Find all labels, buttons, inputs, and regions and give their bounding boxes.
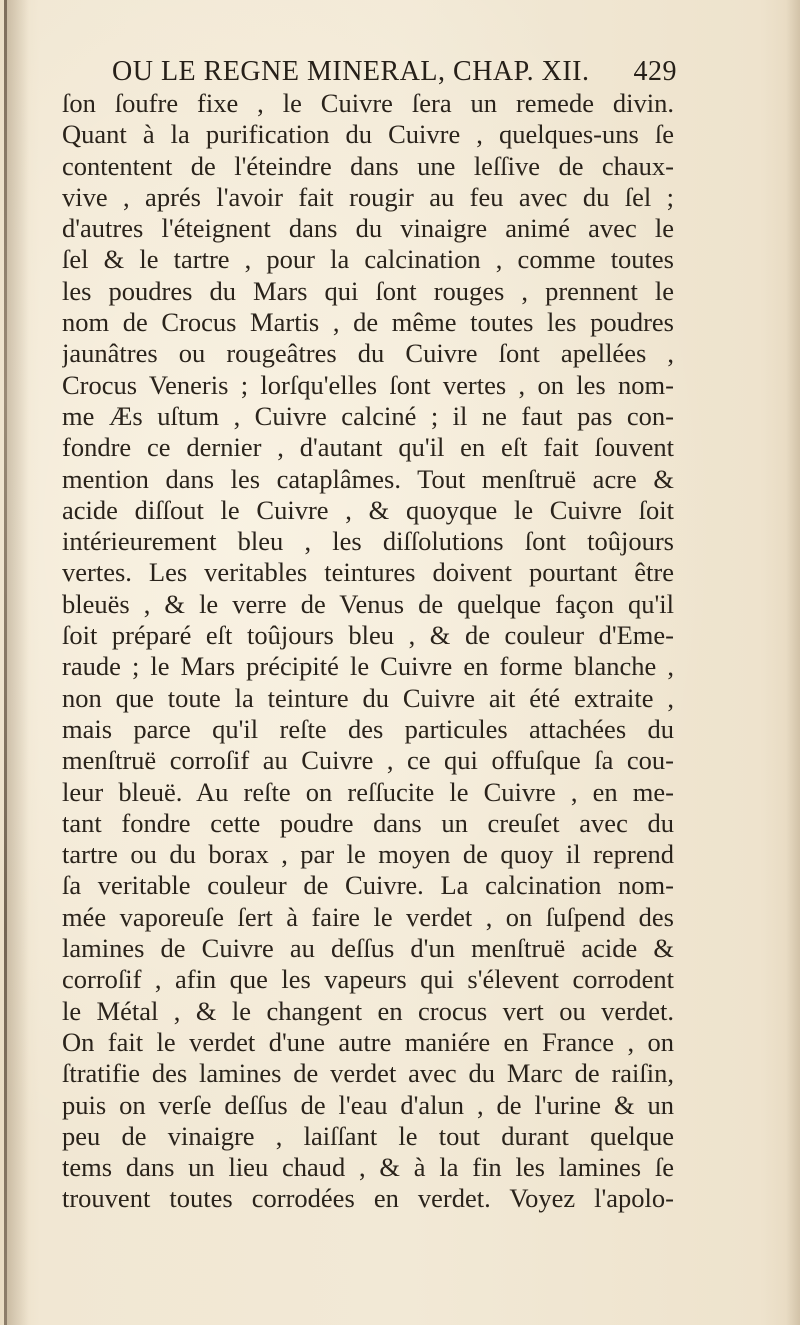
text-line: ſoit préparé eſt toûjours bleu , & de couleur d'Eme- xyxy=(62,620,674,651)
text-line: ſon ſoufre fixe , le Cuivre ſera un remede divin. xyxy=(62,88,674,118)
text-line: contentent de l'éteindre dans une leſſive de chaux- xyxy=(62,150,674,181)
text-line: nom de Crocus Martis , de même toutes les poudres xyxy=(62,307,674,338)
page-number: 429 xyxy=(633,56,677,87)
text-line: tant fondre cette poudre dans un creuſet avec du xyxy=(62,807,674,838)
text-line: lamines de Cuivre au deſſus d'un menſtruë acide & xyxy=(62,933,674,964)
body-text xyxy=(62,88,674,1215)
text-line: trouvent toutes corrodées en verdet. Voyez l'apolo- xyxy=(62,1183,674,1214)
text-line: mention dans les cataplâmes. Tout menſtruë acre & xyxy=(62,463,674,494)
text-line: On fait le verdet d'une autre maniére en France , on xyxy=(62,1026,674,1057)
text-line: leur bleuë. Au reſte on reſſucite le Cuivre , en me- xyxy=(62,776,674,807)
text-line: tems dans un lieu chaud , & à la fin les lamines ſe xyxy=(62,1152,674,1183)
text-line: mais parce qu'il reſte des particules attachées du xyxy=(62,713,674,744)
text-line: corroſif , afin que les vapeurs qui s'élevent corrodent xyxy=(62,964,674,995)
text-line: ſtratifie des lamines de verdet avec du Marc de raiſin, xyxy=(62,1058,674,1089)
text-line: peu de vinaigre , laiſſant le tout durant quelque xyxy=(62,1120,674,1151)
text-line: le Métal , & le changent en crocus vert ou verdet. xyxy=(62,995,674,1026)
text-line: Quant à la purification du Cuivre , quelques-uns ſe xyxy=(62,119,674,150)
text-line: me Æs uſtum , Cuivre calciné ; il ne faut pas con- xyxy=(62,400,674,431)
text-line: ſel & le tartre , pour la calcination , comme toutes xyxy=(62,244,674,275)
text-line: d'autres l'éteignent dans du vinaigre animé avec le xyxy=(62,213,674,244)
text-line: acide diſſout le Cuivre , & quoyque le Cuivre ſoit xyxy=(62,494,674,525)
text-line: ſa veritable couleur de Cuivre. La calcination nom- xyxy=(62,870,674,901)
page-right-edge xyxy=(786,0,800,1325)
text-line: les poudres du Mars qui ſont rouges , prennent le xyxy=(62,275,674,306)
text-line: non que toute la teinture du Cuivre ait été extraite , xyxy=(62,682,674,713)
gutter-shadow xyxy=(7,0,29,1325)
running-title: OU LE REGNE MINERAL, CHAP. XII. xyxy=(112,56,590,87)
text-line: vertes. Les veritables teintures doivent pourtant être xyxy=(62,557,674,588)
text-line: Crocus Veneris ; lorſqu'elles ſont vertes , on les nom- xyxy=(62,369,674,400)
text-line: intérieurement bleu , les diſſolutions ſont toûjours xyxy=(62,526,674,557)
text-line: jaunâtres ou rougeâtres du Cuivre ſont apellées , xyxy=(62,338,674,369)
text-line: bleuës , & le verre de Venus de quelque façon qu'il xyxy=(62,588,674,619)
text-line: raude ; le Mars précipité le Cuivre en forme blanche , xyxy=(62,651,674,682)
text-line: tartre ou du borax , par le moyen de quoy il reprend xyxy=(62,839,674,870)
text-line: mée vaporeuſe ſert à faire le verdet , on ſuſpend des xyxy=(62,901,674,932)
text-line: menſtruë corroſif au Cuivre , ce qui offuſque ſa cou- xyxy=(62,745,674,776)
text-line: puis on verſe deſſus de l'eau d'alun , de l'urine & un xyxy=(62,1089,674,1120)
text-line: fondre ce dernier , d'autant qu'il en eſt fait ſouvent xyxy=(62,432,674,463)
text-line: vive , aprés l'avoir fait rougir au feu avec du ſel ; xyxy=(62,181,674,212)
